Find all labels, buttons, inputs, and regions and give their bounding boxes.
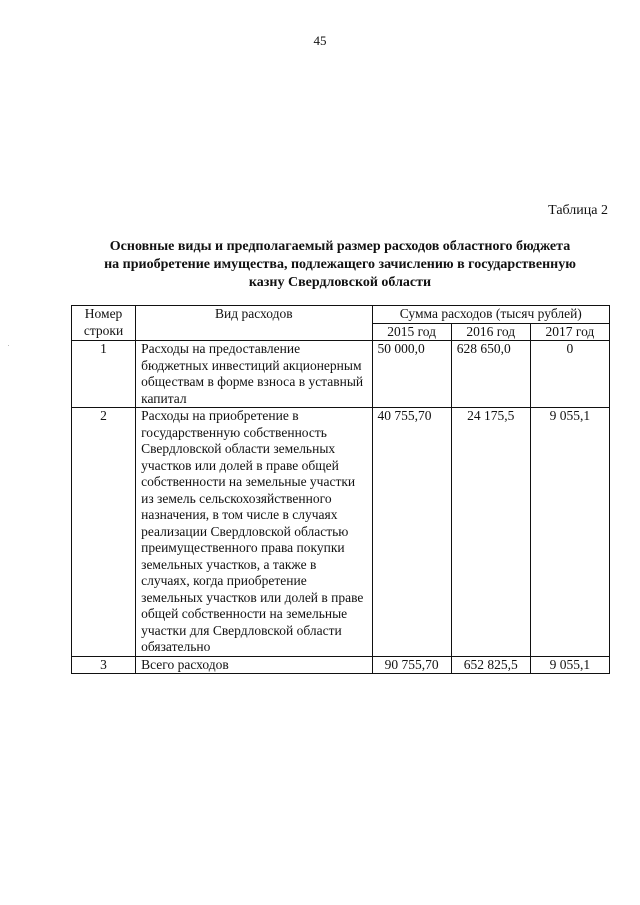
amount-2016: 628 650,0: [451, 341, 530, 408]
title-line-3: казну Свердловской области: [248, 275, 432, 290]
amount-2017: 9 055,1: [530, 408, 609, 657]
row-number: 1: [72, 341, 136, 408]
amount-2015: 90 755,70: [372, 656, 451, 674]
amount-2016: 24 175,5: [451, 408, 530, 657]
expense-type: Расходы на предоставление бюджетных инвестиций акционерным обществам в форме взноса в уставный капитал: [136, 341, 372, 408]
header-row-number: [72, 306, 136, 341]
header-expense-type: Вид расходов: [136, 306, 372, 341]
header-year-2017: 2017 год: [530, 323, 609, 341]
amount-2015: 50 000,0: [372, 341, 451, 408]
row-number: 2: [72, 408, 136, 657]
header-row-1: [72, 306, 610, 324]
table-label: Таблица 2: [548, 203, 608, 218]
header-expense-sum: Сумма расходов (тысяч рублей): [372, 306, 609, 324]
page-number: 45: [313, 33, 327, 48]
amount-2016: 652 825,5: [451, 656, 530, 674]
table-row-total: [72, 656, 610, 674]
expense-type: Всего расходов: [136, 656, 372, 674]
expenses-table: [71, 305, 610, 674]
amount-2015: 40 755,70: [372, 408, 451, 657]
header-row-number-line2: строки: [83, 322, 124, 338]
header-row-number-line1: Номер: [84, 306, 123, 321]
row-number: 3: [72, 656, 136, 674]
expense-type: Расходы на приобретение в государственную собственность Свердловской области земельных участков или долей в праве общей собственности на земельные участки из земель сельскохозяйственного назначения, в том числе в случаях реализации Свердловской областью преимущественного права покупки земельных участков, а также в случаях, когда приобретение земельных участков или долей в праве общей собственности на земельные участки для Свердловской области обязательно: [136, 408, 372, 657]
amount-2017: 0: [530, 341, 609, 408]
header-year-2015: 2015 год: [372, 323, 451, 341]
header-year-2016: 2016 год: [451, 323, 530, 341]
table-row: [72, 408, 610, 657]
scan-artifact: [8, 345, 9, 346]
amount-2017: 9 055,1: [530, 656, 609, 674]
title-line-2: на приобретение имущества, подлежащего зачислению в государственную: [104, 257, 576, 272]
document-title: [70, 238, 610, 292]
table-row: [72, 341, 610, 408]
title-line-1: Основные виды и предполагаемый размер расходов областного бюджета: [109, 239, 571, 254]
